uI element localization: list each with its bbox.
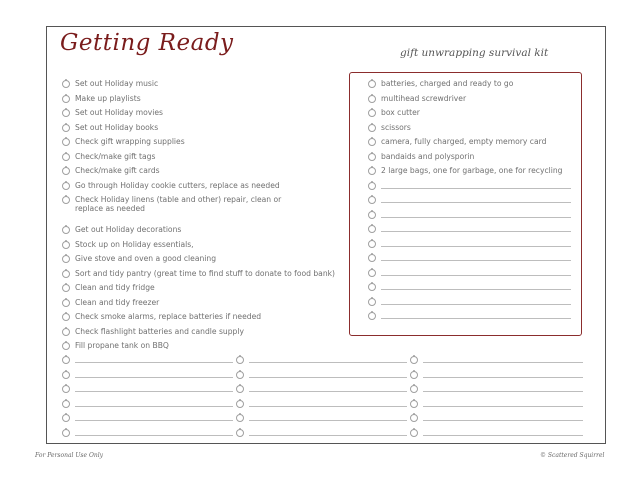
checklist-item[interactable]: Check Holiday linens (table and other) repair, clean or replace as needed <box>62 195 297 213</box>
blank-line[interactable] <box>410 355 583 364</box>
page-title: Getting Ready <box>60 30 234 56</box>
kit-item[interactable]: 2 large bags, one for garbage, one for recycling <box>368 166 563 175</box>
checklist-item[interactable]: Check flashlight batteries and candle supply <box>62 327 244 336</box>
ornament-bullet-icon <box>62 255 70 263</box>
blank-line[interactable] <box>236 355 407 364</box>
kit-blank-line[interactable] <box>368 239 571 248</box>
blank-line[interactable] <box>62 428 233 437</box>
ornament-bullet-icon <box>62 299 70 307</box>
ornament-bullet-icon <box>62 241 70 249</box>
ornament-bullet-icon <box>368 80 376 88</box>
ornament-bullet-icon <box>410 356 418 364</box>
kit-blank-line[interactable] <box>368 224 571 233</box>
kit-blank-line[interactable] <box>368 311 571 320</box>
checklist-item[interactable]: Check smoke alarms, replace batteries if needed <box>62 312 261 321</box>
ornament-bullet-icon <box>62 313 70 321</box>
ornament-bullet-icon <box>62 182 70 190</box>
blank-line[interactable] <box>62 413 233 422</box>
ornament-bullet-icon <box>410 429 418 437</box>
ornament-bullet-icon <box>62 328 70 336</box>
kit-blank-line[interactable] <box>368 282 571 291</box>
checklist-item[interactable]: Check/make gift cards <box>62 166 160 175</box>
ornament-bullet-icon <box>62 196 70 204</box>
ornament-bullet-icon <box>62 153 70 161</box>
blank-line[interactable] <box>410 413 583 422</box>
checklist-item[interactable]: Check/make gift tags <box>62 152 155 161</box>
checklist-item[interactable]: Give stove and oven a good cleaning <box>62 254 216 263</box>
ornament-bullet-icon <box>368 312 376 320</box>
checklist-item[interactable]: Clean and tidy freezer <box>62 298 159 307</box>
footer-copyright: © Scattered Squirrel <box>540 452 605 459</box>
checklist-item[interactable]: Get out Holiday decorations <box>62 225 181 234</box>
blank-line[interactable] <box>236 370 407 379</box>
ornament-bullet-icon <box>410 414 418 422</box>
kit-item[interactable]: batteries, charged and ready to go <box>368 79 513 88</box>
ornament-bullet-icon <box>62 270 70 278</box>
ornament-bullet-icon <box>368 298 376 306</box>
ornament-bullet-icon <box>368 182 376 190</box>
kit-item[interactable]: box cutter <box>368 108 420 117</box>
ornament-bullet-icon <box>410 371 418 379</box>
footer-personal-use: For Personal Use Only <box>35 452 104 459</box>
blank-line[interactable] <box>62 370 233 379</box>
kit-item[interactable]: multihead screwdriver <box>368 94 466 103</box>
ornament-bullet-icon <box>62 109 70 117</box>
ornament-bullet-icon <box>62 167 70 175</box>
kit-blank-line[interactable] <box>368 181 571 190</box>
blank-line[interactable] <box>236 413 407 422</box>
kit-blank-line[interactable] <box>368 268 571 277</box>
ornament-bullet-icon <box>368 254 376 262</box>
kit-item[interactable]: scissors <box>368 123 411 132</box>
kit-blank-line[interactable] <box>368 297 571 306</box>
kit-blank-line[interactable] <box>368 253 571 262</box>
ornament-bullet-icon <box>236 356 244 364</box>
blank-line[interactable] <box>410 370 583 379</box>
ornament-bullet-icon <box>368 283 376 291</box>
checklist-item[interactable]: Fill propane tank on BBQ <box>62 341 169 350</box>
ornament-bullet-icon <box>410 400 418 408</box>
checklist-item[interactable]: Make up playlists <box>62 94 141 103</box>
checklist-item[interactable]: Check gift wrapping supplies <box>62 137 185 146</box>
ornament-bullet-icon <box>368 196 376 204</box>
ornament-bullet-icon <box>62 226 70 234</box>
ornament-bullet-icon <box>62 138 70 146</box>
blank-line[interactable] <box>236 428 407 437</box>
ornament-bullet-icon <box>62 429 70 437</box>
kit-blank-line[interactable] <box>368 195 571 204</box>
blank-line[interactable] <box>410 384 583 393</box>
ornament-bullet-icon <box>236 385 244 393</box>
ornament-bullet-icon <box>62 342 70 350</box>
ornament-bullet-icon <box>236 400 244 408</box>
blank-line[interactable] <box>62 384 233 393</box>
checklist-item[interactable]: Set out Holiday books <box>62 123 158 132</box>
ornament-bullet-icon <box>62 284 70 292</box>
checklist-item[interactable]: Set out Holiday movies <box>62 108 163 117</box>
ornament-bullet-icon <box>62 400 70 408</box>
ornament-bullet-icon <box>368 225 376 233</box>
checklist-item[interactable]: Set out Holiday music <box>62 79 158 88</box>
checklist-item[interactable]: Stock up on Holiday essentials, <box>62 240 194 249</box>
ornament-bullet-icon <box>368 269 376 277</box>
ornament-bullet-icon <box>236 414 244 422</box>
blank-line[interactable] <box>236 399 407 408</box>
blank-line[interactable] <box>410 428 583 437</box>
ornament-bullet-icon <box>368 109 376 117</box>
ornament-bullet-icon <box>368 138 376 146</box>
checklist-item[interactable]: Sort and tidy pantry (great time to find stuff to donate to food bank) <box>62 269 335 278</box>
kit-blank-line[interactable] <box>368 210 571 219</box>
ornament-bullet-icon <box>368 153 376 161</box>
checklist-item[interactable]: Go through Holiday cookie cutters, replace as needed <box>62 181 280 190</box>
ornament-bullet-icon <box>368 167 376 175</box>
kit-item[interactable]: camera, fully charged, empty memory card <box>368 137 546 146</box>
ornament-bullet-icon <box>62 80 70 88</box>
ornament-bullet-icon <box>410 385 418 393</box>
ornament-bullet-icon <box>62 414 70 422</box>
checklist-item[interactable]: Clean and tidy fridge <box>62 283 155 292</box>
ornament-bullet-icon <box>368 124 376 132</box>
blank-line[interactable] <box>236 384 407 393</box>
kit-item[interactable]: bandaids and polysporin <box>368 152 474 161</box>
ornament-bullet-icon <box>368 95 376 103</box>
ornament-bullet-icon <box>368 240 376 248</box>
blank-line[interactable] <box>62 355 233 364</box>
ornament-bullet-icon <box>62 385 70 393</box>
ornament-bullet-icon <box>62 371 70 379</box>
ornament-bullet-icon <box>236 371 244 379</box>
ornament-bullet-icon <box>62 124 70 132</box>
ornament-bullet-icon <box>62 95 70 103</box>
ornament-bullet-icon <box>368 211 376 219</box>
ornament-bullet-icon <box>236 429 244 437</box>
ornament-bullet-icon <box>62 356 70 364</box>
kit-title: gift unwrapping survival kit <box>400 47 549 59</box>
blank-line[interactable] <box>410 399 583 408</box>
blank-line[interactable] <box>62 399 233 408</box>
